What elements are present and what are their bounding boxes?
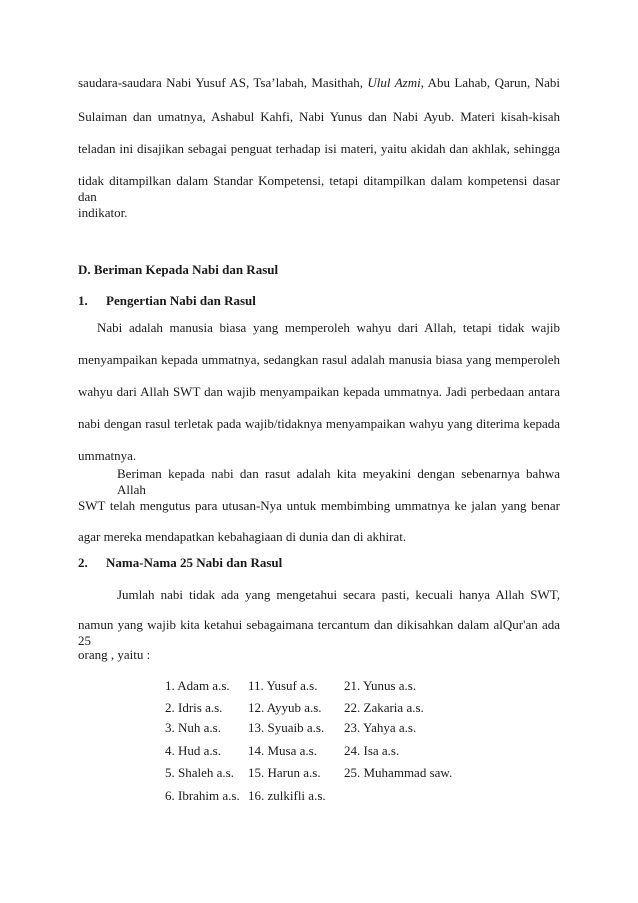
paragraph-line: SWT telah mengutus para utusan-Nya untuk membimbing ummatnya ke jalan yang benar bbox=[78, 498, 560, 513]
paragraph-line: Beriman kepada nabi dan rasut adalah kita meyakini dengan sebenarnya bahwa Allah bbox=[117, 466, 560, 497]
paragraph-line: agar mereka mendapatkan kebahagiaan di dunia dan di akhirat. bbox=[78, 529, 407, 544]
paragraph-line: indikator. bbox=[78, 205, 128, 220]
list-item: 25. Muhammad saw. bbox=[344, 765, 453, 780]
paragraph-line: orang , yaitu : bbox=[78, 647, 151, 662]
paragraph-line: tidak ditampilkan dalam Standar Kompetensi, tetapi ditampilkan dalam kompetensi dasar dan bbox=[78, 173, 560, 204]
list-item: 15. Harun a.s. bbox=[248, 765, 321, 780]
subheading-1 bbox=[78, 293, 560, 309]
paragraph-line: Nabi adalah manusia biasa yang memperoleh wahyu dari Allah, tetapi tidak wajib bbox=[97, 320, 560, 335]
subheading-2 bbox=[78, 555, 560, 571]
list-item: 16. zulkifli a.s. bbox=[248, 788, 326, 803]
list-item: 24. Isa a.s. bbox=[344, 743, 400, 758]
paragraph-line: teladan ini disajikan sebagai penguat terhadap isi materi, yaitu akidah dan akhlak, sehingga bbox=[78, 141, 560, 156]
subheading-number: 2. bbox=[78, 555, 88, 570]
list-item: 5. Shaleh a.s. bbox=[165, 765, 234, 780]
subheading-title: Pengertian Nabi dan Rasul bbox=[106, 293, 256, 308]
list-item: 21. Yunus a.s. bbox=[344, 678, 417, 693]
subheading-title: Nama-Nama 25 Nabi dan Rasul bbox=[106, 555, 283, 570]
emphasis-text: Ulul Azmi bbox=[367, 75, 421, 90]
list-item: 1. Adam a.s. bbox=[165, 678, 230, 693]
list-item: 2. Idris a.s. bbox=[165, 700, 223, 715]
paragraph-line: Jumlah nabi tidak ada yang mengetahui secara pasti, kecuali hanya Allah SWT, bbox=[117, 587, 560, 602]
list-item: 14. Musa a.s. bbox=[248, 743, 317, 758]
list-item: 6. Ibrahim a.s. bbox=[165, 788, 240, 803]
list-item: 22. Zakaria a.s. bbox=[344, 700, 424, 715]
list-item: 13. Syuaib a.s. bbox=[248, 720, 325, 735]
paragraph-line: saudara-saudara Nabi Yusuf AS, Tsa’labah, Masithah, Ulul Azmi, Abu Lahab, Qarun, Nabi bbox=[78, 75, 560, 90]
list-item: 23. Yahya a.s. bbox=[344, 720, 417, 735]
section-heading: D. Beriman Kepada Nabi dan Rasul bbox=[78, 262, 279, 277]
paragraph-line: wahyu dari Allah SWT dan wajib menyampaikan kepada ummatnya. Jadi perbedaan antara bbox=[78, 384, 560, 399]
subheading-number: 1. bbox=[78, 293, 88, 308]
list-item: 4. Hud a.s. bbox=[165, 743, 221, 758]
list-item: 11. Yusuf a.s. bbox=[248, 678, 318, 693]
paragraph-line: menyampaikan kepada ummatnya, sedangkan rasul adalah manusia biasa yang memperoleh bbox=[78, 352, 560, 367]
paragraph-line: nabi dengan rasul terletak pada wajib/tidaknya menyampaikan wahyu yang diterima kepada bbox=[78, 416, 560, 431]
list-item: 3. Nuh a.s. bbox=[165, 720, 221, 735]
paragraph-line: Sulaiman dan umatnya, Ashabul Kahfi, Nabi Yunus dan Nabi Ayub. Materi kisah-kisah bbox=[78, 109, 560, 124]
paragraph-line: ummatnya. bbox=[78, 448, 137, 463]
paragraph-line: namun yang wajib kita ketahui sebagaimana tercantum dan dikisahkan dalam alQur'an ada 25 bbox=[78, 617, 560, 648]
list-item: 12. Ayyub a.s. bbox=[248, 700, 322, 715]
